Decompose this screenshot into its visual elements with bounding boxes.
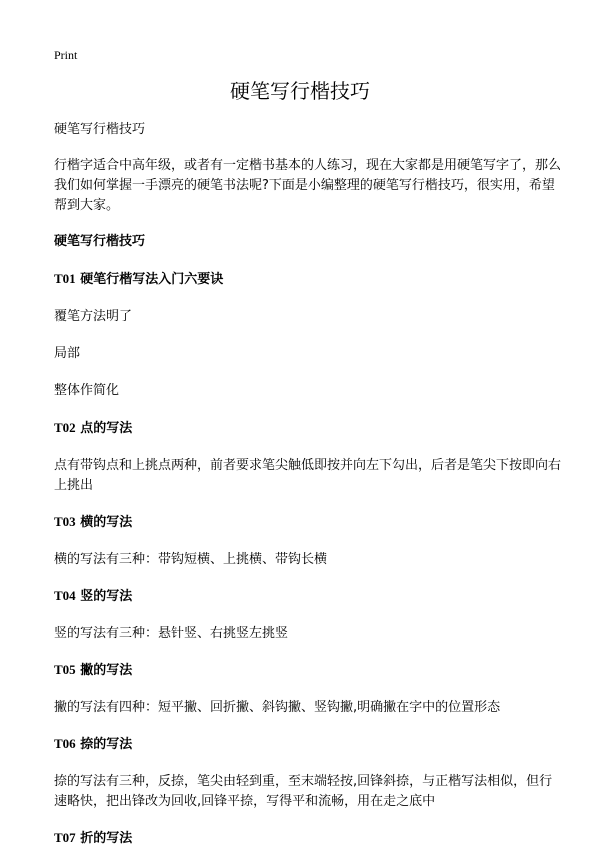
document-subtitle: 硬笔写行楷技巧	[54, 122, 146, 137]
heading-t07	[54, 828, 564, 849]
heading-t04-number: T04	[54, 588, 76, 603]
heading-t01-number: T01	[54, 271, 76, 286]
heading-t07-number: T07	[54, 830, 76, 845]
heading-t05-title: 撇的写法	[80, 663, 133, 678]
heading-t01	[54, 269, 564, 290]
heading-t02	[54, 418, 564, 439]
t02-body: 点有带钩点和上挑点两种，前者要求笔尖触低即按并向左下勾出，后者是笔尖下按即向右上挑出	[54, 458, 562, 493]
section-heading: 硬笔写行楷技巧	[54, 234, 146, 249]
heading-t07-title: 折的写法	[80, 831, 133, 846]
t06-body: 捺的写法有三种，反捺，笔尖由轻到重，至末端轻按,回锋斜捺，与正楷写法相似，但行速略快，把出锋改为回收,回锋平捺，写得平和流畅，用在走之底中	[54, 774, 553, 809]
t01-item-3: 整体作简化	[54, 383, 120, 398]
heading-t06-number: T06	[54, 736, 76, 751]
heading-t04	[54, 586, 564, 607]
t04-body: 竖的写法有三种：悬针竖、右挑竖左挑竖	[54, 626, 289, 641]
heading-t03-title: 横的写法	[80, 515, 133, 530]
heading-t03	[54, 512, 564, 533]
heading-t02-number: T02	[54, 420, 76, 435]
heading-t01-title: 硬笔行楷写法入门六要诀	[80, 272, 224, 287]
heading-t04-title: 竖的写法	[80, 589, 133, 604]
t01-item-1: 覆笔方法明了	[54, 309, 133, 324]
heading-t06	[54, 734, 564, 755]
heading-t06-title: 捺的写法	[80, 737, 133, 752]
t05-body: 撇的写法有四种：短平撇、回折撇、斜钩撇、竖钩撇,明确撇在字中的位置形态	[54, 700, 501, 715]
print-link[interactable]: Print	[54, 48, 78, 62]
heading-t05-number: T05	[54, 662, 76, 677]
t01-item-2: 局部	[54, 346, 81, 361]
heading-t03-number: T03	[54, 514, 76, 529]
t03-body: 横的写法有三种：带钩短横、上挑横、带钩长横	[54, 552, 328, 567]
heading-t02-title: 点的写法	[80, 421, 133, 436]
heading-t05	[54, 660, 564, 681]
page-title: 硬笔写行楷技巧	[230, 79, 370, 103]
intro-paragraph: 行楷字适合中高年级，或者有一定楷书基本的人练习，现在大家都是用硬笔写字了，那么我们如何掌握一手漂亮的硬笔书法呢?下面是小编整理的硬笔写行楷技巧，很实用，希望帮到大家。	[54, 158, 562, 213]
